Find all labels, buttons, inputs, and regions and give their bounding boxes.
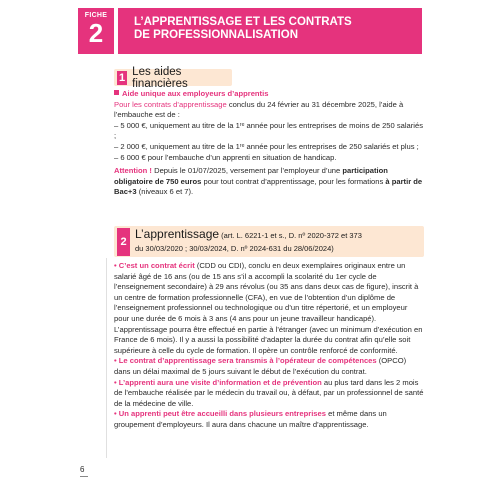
section-2-body — [114, 261, 424, 431]
section-1-title: Les aides financières — [132, 65, 188, 90]
aid-subheading-text: Aide unique aux employeurs d’apprentis — [122, 89, 269, 98]
bullet-1 — [114, 261, 424, 356]
attention-label: Attention ! — [114, 166, 152, 176]
attention-text-b: participation obligatoire de 750 euros — [114, 166, 388, 186]
fiche-badge — [78, 8, 114, 54]
section-1-number: 1 — [117, 71, 127, 85]
attention-note — [114, 166, 424, 198]
bullet-4 — [114, 409, 424, 430]
section-2-heading — [114, 226, 424, 257]
aid-item: – 5 000 €, uniquement au titre de la 1ʳᵉ année pour les entreprises de moins de 250 salariés ; — [114, 120, 424, 141]
aid-subheading — [114, 89, 424, 100]
square-bullet-icon — [114, 90, 119, 95]
bullet-2 — [114, 356, 424, 377]
attention-text-a: Depuis le 01/07/2025, versement par l’employeur d’une — [151, 166, 343, 176]
bullet-1-lead: • C’est un contrat écrit — [114, 261, 195, 270]
section-2-ref-2: du 30/03/2020 ; 30/03/2024, D. nº 2024-631 du 28/06/2024) — [135, 244, 334, 253]
attention-text-c: pour tout contrat d’apprentissage, pour les formations — [201, 176, 386, 186]
section-2-ref-1: (art. L. 6221-1 et s., D. nº 2020-372 et 373 — [219, 231, 362, 240]
aid-item: – 6 000 € pour l’embauche d’un apprenti en situation de handicap. — [114, 152, 337, 162]
section-2-title-block — [135, 226, 362, 255]
bullet-3-text: au plus tard dans les 2 mois de l’embauche réalisée par le médecin du travail ou, à défaut, par un professionnel de santé de la médecine de ville. — [114, 377, 424, 408]
section-2-number: 2 — [117, 228, 130, 256]
page-title — [118, 8, 422, 54]
fiche-label: FICHE — [84, 12, 108, 19]
title-line-1: L’APPRENTISSAGE ET LES CONTRATS — [134, 16, 352, 28]
aid-item: – 2 000 €, uniquement au titre de la 1ʳᵉ année pour les entreprises de 250 salariés et plus ; — [114, 141, 419, 151]
title-line-2: DE PROFESSIONNALISATION — [134, 29, 298, 41]
attention-text-e: (niveaux 6 et 7). — [136, 187, 194, 197]
bullet-4-text: et même dans un groupement d’employeurs. Il aura dans chacune un maître d’apprentissage. — [114, 409, 387, 429]
bullet-3-lead: • L’apprenti aura une visite d’information et de prévention — [114, 377, 322, 387]
page-number: 6 — [80, 465, 85, 474]
bullet-3 — [114, 378, 424, 410]
section-2-title: L’apprentissage — [135, 227, 220, 241]
section-1-heading — [114, 65, 232, 90]
fiche-number: 2 — [88, 18, 104, 48]
attention-text-d: à partir de Bac+3 — [114, 176, 423, 197]
aid-intro-prefix: Pour les contrats d’apprentissage — [114, 99, 227, 109]
bullet-1-text: (CDD ou CDI), conclu en deux exemplaires originaux entre un salarié âgé de 16 ans (ou de 15 ans s’il a accompli la scolarité du 1er cycle de l’enseignement secondaire) à 29 ans révolus (ou 35 ans dans deux cas de figure), inscrit à un centre de formation professionnelle (CFA), en vue de l’obtention d’un diplôme de l’enseignement professionnel ou technologique ou d’un titre répertorié, et un employeur pour une durée de 6 mois à 3 ans (4 ans pour un jeune travailleur handicapé). L’apprentissage pourra être effectué en partie à l’étranger (avec un minimum d’exécution en France de 6 mois). Il y a aussi la possibilité d’adapter la durée du contrat afin qu’elle soit supérieure à celle du cycle de formation. Il opère un contrôle renforcé de conformité. — [114, 261, 423, 355]
section-2-left-rule — [106, 258, 107, 458]
bullet-2-text: (OPCO) dans un délai maximal de 5 jours suivant le début de l’exécution du contrat. — [114, 356, 407, 376]
bullet-2-lead: • Le contrat d’apprentissage sera transmis à l’opérateur de compétences — [114, 356, 377, 366]
bullet-4-lead: • Un apprenti peut être accueilli dans plusieurs entreprises — [114, 409, 326, 419]
section-1-body — [114, 89, 424, 198]
aid-intro — [114, 100, 424, 121]
aid-intro-rest: conclus du 24 février au 31 décembre 2025, l’aide à l’embauche est de : — [114, 99, 404, 120]
page-number-rule — [80, 476, 88, 477]
